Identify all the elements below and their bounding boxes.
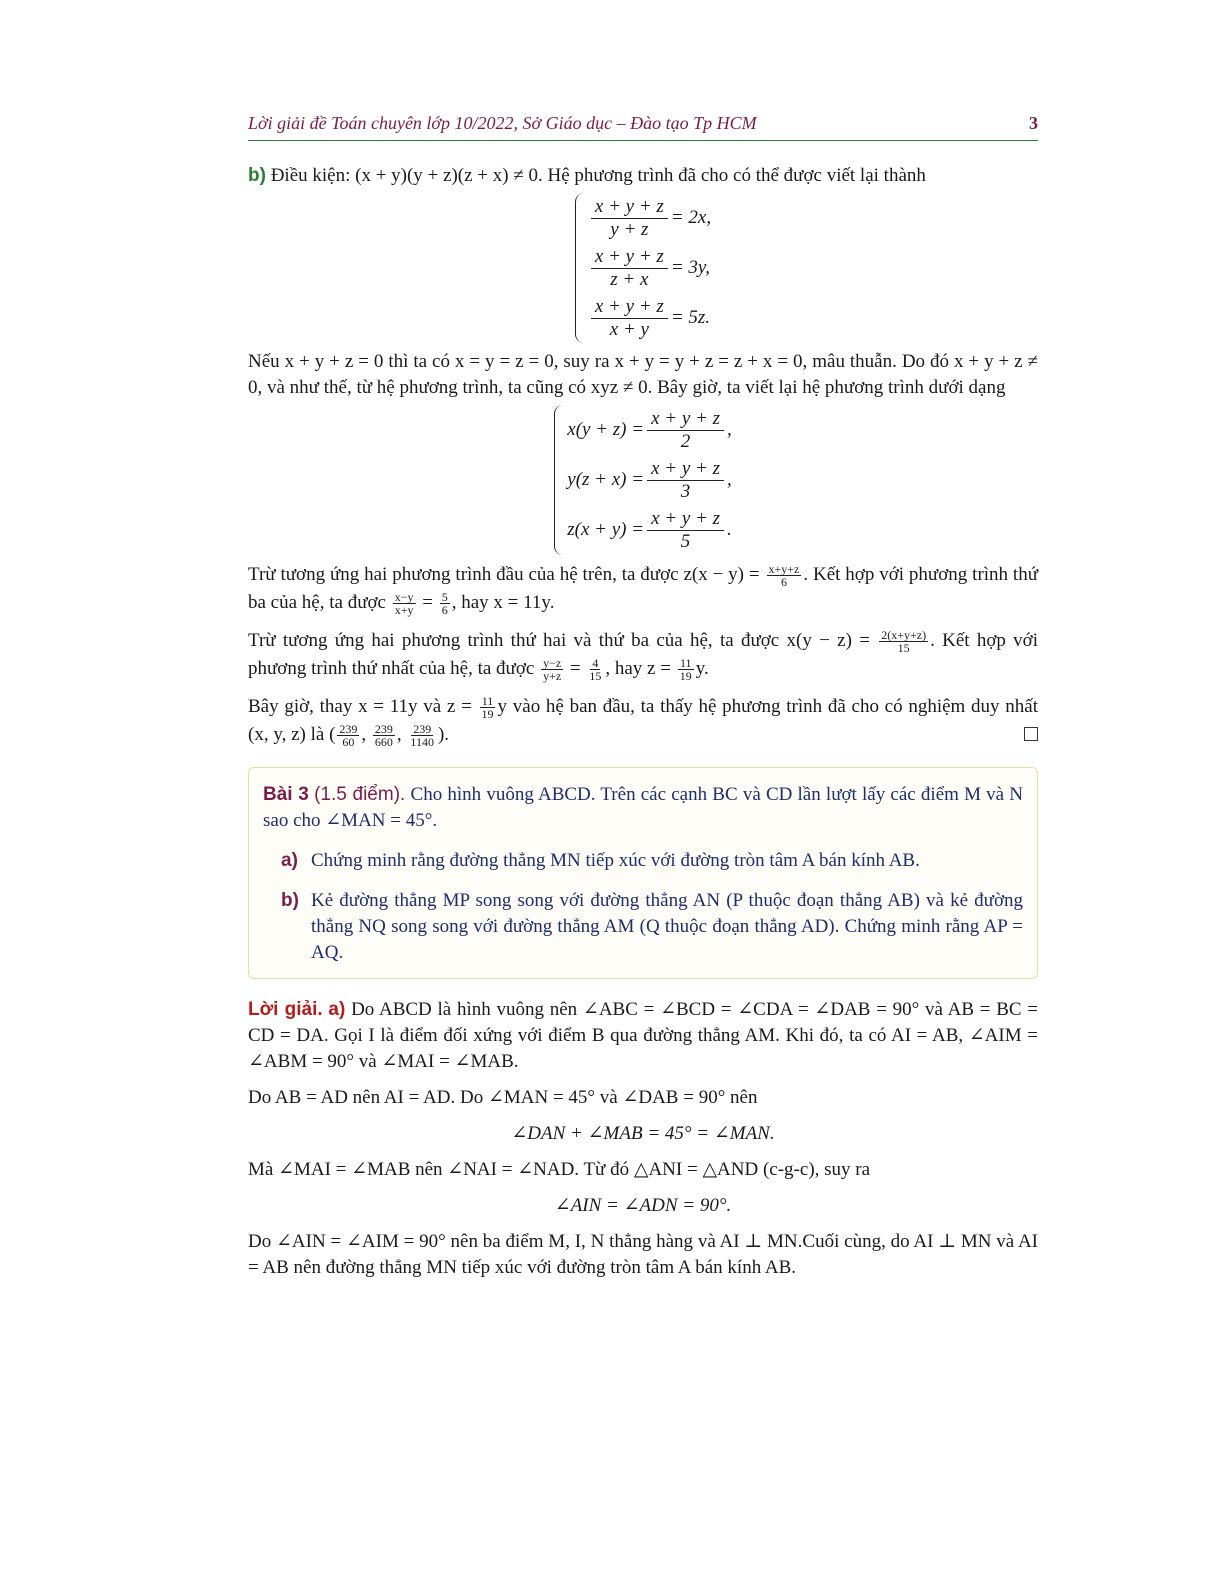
brace — [554, 405, 563, 555]
problem-3-statement: Bài 3 (1.5 điểm). Cho hình vuông ABCD. Trên các cạnh BC và CD lần lượt lấy các điểm M và N sao cho ∠MAN = 45°. — [263, 784, 1024, 831]
display-equation: ∠AIN = ∠ADN = 90°. — [554, 1195, 732, 1216]
system2-row: z(x + y) = $\frac{x + y + z}{5}$ . — [567, 507, 732, 552]
paragraph: Bây giờ, thay x = 11y và z = $\frac{11}{19}$ y vào hệ ban đầu, ta thấy hệ phương trình đã cho có nghiệm duy nhất (x, y, z) là ( $\frac{239}{60}$ , $\frac{239}{660}$ , $\frac{239}{1140}$ ). — [248, 694, 1038, 750]
display-equation: ∠DAN + ∠MAB = 45° = ∠MAN. — [511, 1123, 775, 1144]
system2-row: y(z + x) = $\frac{x + y + z}{3}$ , — [567, 457, 732, 502]
problem-3-part-a: a) Chứng minh rằng đường thẳng MN tiếp xúc với đường tròn tâm A bán kính AB. — [281, 850, 920, 871]
solution-paragraph: Lời giải. a) Do ABCD là hình vuông nên ∠ABC = ∠BCD = ∠CDA = ∠DAB = 90° và AB = BC = CD = DA. Gọi I là điểm đối xứng với điểm B qua đường thẳng AM. Khi đó, ta có AI = AB, ∠AIM = ∠ABM = 90° và ∠MAI = ∠MAB. — [248, 999, 1039, 1072]
header-title: Lời giải đề Toán chuyên lớp 10/2022, Sở Giáo dục – Đào tạo Tp HCM — [248, 113, 757, 133]
system1-row: $\frac{x + y + z}{x + y}$ = 5z. — [588, 293, 711, 343]
equation-system-1 — [248, 193, 1038, 343]
paragraph: Trừ tương ứng hai phương trình thứ hai và thứ ba của hệ, ta được x(y − z) = $\frac{2(x+y+z)}{15}$ . Kết hợp với phương trình thứ nhất của hệ, ta được $\frac{y-z}{y+z}$ = $\frac{4}{15}$ , hay z = $\frac{11}{19}$ y. — [248, 628, 1039, 684]
paragraph: Trừ tương ứng hai phương trình đầu của hệ trên, ta được z(x − y) = $\frac{x+y+z}{6}$ . Kết hợp với phương trình thứ ba của hệ, ta được $\frac{x-y}{x+y}$ = $\frac{5}{6}$ , hay x = 11y. — [248, 562, 1038, 618]
system2-row: x(y + z) = $\frac{x + y + z}{2}$ , — [567, 407, 732, 452]
qed-square-icon — [1024, 727, 1038, 741]
brace — [575, 193, 584, 343]
document-page — [248, 110, 1038, 1281]
system1-row: $\frac{x + y + z}{y + z}$ = 2x, — [588, 193, 711, 243]
system1-row: $\frac{x + y + z}{z + x}$ = 3y, — [588, 243, 711, 293]
part-b-intro: b) Điều kiện: (x + y)(y + z)(z + x) ≠ 0. Hệ phương trình đã cho có thể được viết lại thành — [248, 165, 926, 186]
solution-paragraph: Do ∠AIN = ∠AIM = 90° nên ba điểm M, I, N thẳng hàng và AI ⊥ MN.Cuối cùng, do AI ⊥ MN và AI = AB nên đường thẳng MN tiếp xúc với đường tròn tâm A bán kính AB. — [248, 1231, 1038, 1278]
paragraph: Nếu x + y + z = 0 thì ta có x = y = z = 0, suy ra x + y = y + z = z + x = 0, mâu thuẫn. Do đó x + y + z ≠ 0, và như thế, từ hệ phương trình, ta cũng có xyz ≠ 0. Bây giờ, ta viết lại hệ phương trình dưới dạng — [248, 351, 1038, 398]
problem-3-box — [248, 767, 1038, 979]
equation-system-2 — [248, 405, 1038, 555]
part-b-label: b) — [248, 165, 266, 186]
problem-3-part-b: b) Kẻ đường thẳng MP song song với đường thẳng AN (P thuộc đoạn thẳng AB) và kẻ đường thẳng NQ song song với đường thẳng AM (Q thuộc đoạn thẳng AD). Chứng minh rằng AP = AQ. — [281, 890, 1023, 963]
running-header — [248, 110, 1038, 141]
solution-title: Lời giải. — [248, 999, 323, 1020]
solution-paragraph: Do AB = AD nên AI = AD. Do ∠MAN = 45° và ∠DAB = 90° nên — [248, 1087, 758, 1108]
page-number: 3 — [1029, 113, 1038, 133]
solution-paragraph: Mà ∠MAI = ∠MAB nên ∠NAI = ∠NAD. Từ đó △ANI = △AND (c-g-c), suy ra — [248, 1159, 871, 1180]
